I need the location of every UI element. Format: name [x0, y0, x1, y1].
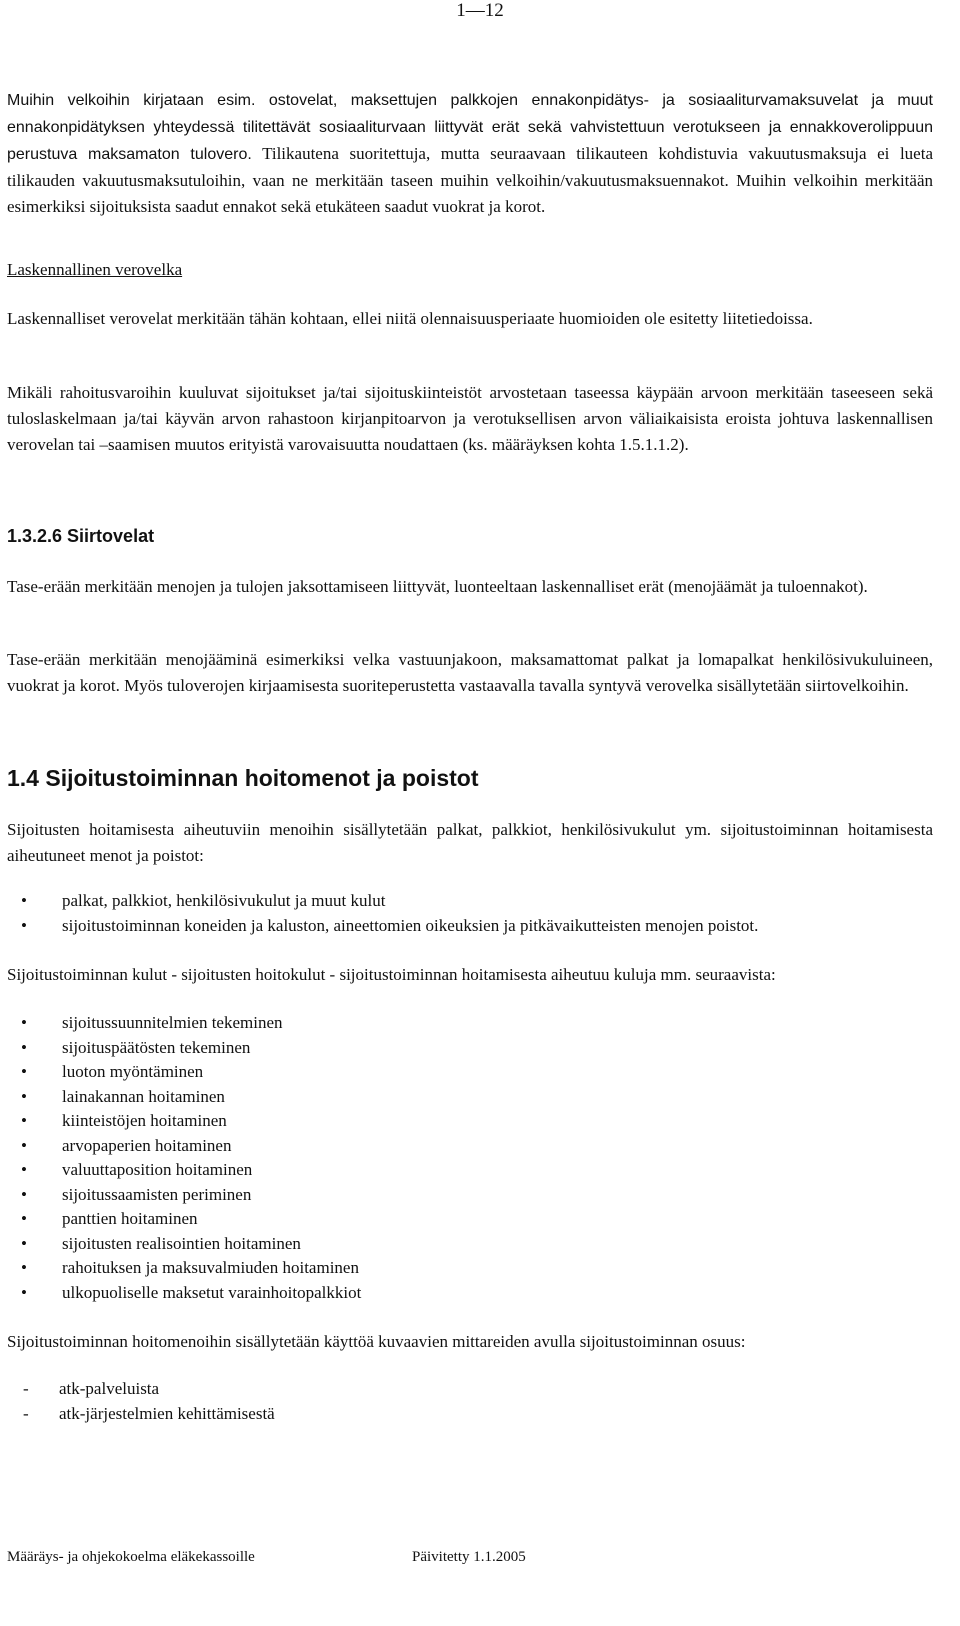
list-item-text: rahoituksen ja maksuvalmiuden hoitaminen	[62, 1258, 359, 1277]
investment-costs-intro-3: Sijoitustoiminnan hoitomenoihin sisällytetään käyttöä kuvaavien mittareiden avulla sijoitustoiminnan osuus:	[7, 1332, 746, 1351]
list-item	[7, 889, 933, 914]
deferred-tax-paragraph-1: Laskennalliset verovelat merkitään tähän kohtaan, ellei niitä olennaisuusperiaate huomioiden ole esitetty liitetiedoissa.	[7, 309, 813, 328]
list-item	[7, 914, 933, 939]
list-item	[7, 1158, 933, 1183]
list-item	[7, 1036, 933, 1061]
bullet-icon: •	[21, 1258, 27, 1277]
list-item	[7, 1281, 933, 1306]
list-item-text: sijoitusten realisointien hoitaminen	[62, 1233, 301, 1253]
accruals-paragraph-2: Tase-erään merkitään menojääminä esimerkiksi velka vastuunjakoon, maksamattomat palkat ja lomapalkat henkilösivukuluineen, vuokrat ja korot. Myös tuloverojen kirjaamisesta suoriteperustetta vastaavalla tavalla syntyvä verovelka sisällytetään siirtovelkoihin.	[7, 650, 933, 695]
bullet-icon: •	[21, 1184, 27, 1204]
list-item-text: valuuttaposition hoitaminen	[62, 1160, 253, 1179]
list-item-text: palkat, palkkiot, henkilösivukulut ja muut kulut	[62, 891, 386, 910]
list-item-text: luoton myöntäminen	[62, 1062, 204, 1081]
bullet-icon: •	[21, 1160, 27, 1179]
list-item	[7, 1207, 933, 1232]
list-item-text: lainakannan hoitaminen	[62, 1086, 225, 1106]
cost-list-1	[7, 889, 933, 938]
bullet-icon: •	[21, 1135, 27, 1155]
list-item	[7, 1376, 933, 1401]
footer-right: Päivitetty 1.1.2005	[412, 1549, 526, 1565]
list-item-text: ulkopuoliselle maksetut varainhoitopalkkiot	[62, 1282, 362, 1302]
bullet-icon: •	[21, 1062, 27, 1081]
dash-marker: -	[23, 1404, 29, 1423]
cost-list-2	[7, 1011, 933, 1305]
bullet-icon: •	[21, 1209, 27, 1228]
accruals-paragraph-1: Tase-erään merkitään menojen ja tulojen jaksottamiseen liittyvät, luonteeltaan laskennalliset erät (menojäämät ja tuloennakot).	[7, 577, 868, 596]
list-item	[7, 1109, 933, 1134]
list-item-text: kiinteistöjen hoitaminen	[62, 1111, 227, 1130]
list-item	[7, 1085, 933, 1110]
list-item-text: sijoituspäätösten tekeminen	[62, 1037, 251, 1057]
list-item-text: panttien hoitaminen	[62, 1209, 198, 1228]
list-item-text: atk-järjestelmien kehittämisestä	[59, 1404, 275, 1423]
dash-marker: -	[23, 1379, 29, 1398]
cost-list-3	[7, 1376, 933, 1426]
page-number: 1—12	[456, 0, 504, 21]
bullet-icon: •	[21, 1013, 27, 1032]
list-item	[7, 1134, 933, 1159]
list-item	[7, 1232, 933, 1257]
list-item	[7, 1401, 933, 1426]
other-liabilities-text-a: Muihin velkoihin kirjataan esim. ostovelat, maksettujen palkkojen ennakonpidätys- ja sosiaaliturvamaksuvelat ja muut ennakonpidätyksen yhteydessä tilitettävät sosiaaliturvaan liittyvät erät sekä vahvistettuun verotukseen ja ennakkoverolippuun perustuva maksamaton tulovero.	[7, 92, 933, 163]
list-item-text: sijoitussuunnitelmien tekeminen	[62, 1013, 283, 1032]
investment-costs-intro: Sijoitusten hoitamisesta aiheutuviin menoihin sisällytetään palkat, palkkiot, henkilösivukulut ym. sijoitustoiminnan hoitamisesta aiheutuneet menot ja poistot:	[7, 820, 933, 865]
bullet-icon: •	[21, 1086, 27, 1106]
list-item-text: atk-palveluista	[59, 1379, 160, 1398]
deferred-tax-heading: Laskennallinen verovelka	[7, 260, 183, 279]
bullet-icon: •	[21, 891, 27, 910]
other-liabilities-paragraph	[7, 87, 933, 220]
bullet-icon: •	[21, 915, 27, 935]
list-item-text: sijoitussaamisten periminen	[62, 1184, 252, 1204]
list-item-text: sijoitustoiminnan koneiden ja kaluston, aineettomien oikeuksien ja pitkävaikutteisten menojen poistot.	[62, 915, 759, 935]
list-item	[7, 1256, 933, 1281]
section-heading-investment-costs: 1.4 Sijoitustoiminnan hoitomenot ja poistot	[7, 765, 479, 791]
list-item	[7, 1011, 933, 1036]
section-heading-accruals: 1.3.2.6 Siirtovelat	[7, 526, 155, 546]
deferred-tax-paragraph-2: Mikäli rahoitusvaroihin kuuluvat sijoitukset ja/tai sijoituskiinteistöt arvostetaan taseessa käypään arvoon merkitään taseeseen sekä tuloslaskelmaan ja/tai käyvän arvon rahastoon kirjanpitoarvon ja verotuksellisen arvon väliaikaisista eroista johtuva laskennallisen verovelan tai –saamisen muutos erityistä varovaisuutta noudattaen (ks. määräyksen kohta 1.5.1.1.2).	[7, 383, 933, 454]
list-item	[7, 1183, 933, 1208]
list-item	[7, 1060, 933, 1085]
bullet-icon: •	[21, 1282, 27, 1302]
footer-left: Määräys- ja ohjekokoelma eläkekassoille	[7, 1549, 255, 1565]
other-liabilities-text-b: Tilikautena suoritettuja, mutta seuraavaan tilikauteen kohdistuvia vakuutusmaksuja ei lueta tilikauden vakuutusmaksutuloihin, vaan ne merkitään taseen muihin velkoihin/vakuutusmaksuennakot. Muihin velkoihin merkitään esimerkiksi sijoituksista saadut ennakot sekä etukäteen saadut vuokrat ja korot.	[7, 144, 933, 216]
bullet-icon: •	[21, 1233, 27, 1253]
bullet-icon: •	[21, 1037, 27, 1057]
bullet-icon: •	[21, 1111, 27, 1130]
investment-costs-intro-2: Sijoitustoiminnan kulut - sijoitusten hoitokulut - sijoitustoiminnan hoitamisesta aiheutuu kuluja mm. seuraavista:	[7, 965, 776, 984]
list-item-text: arvopaperien hoitaminen	[62, 1135, 232, 1155]
